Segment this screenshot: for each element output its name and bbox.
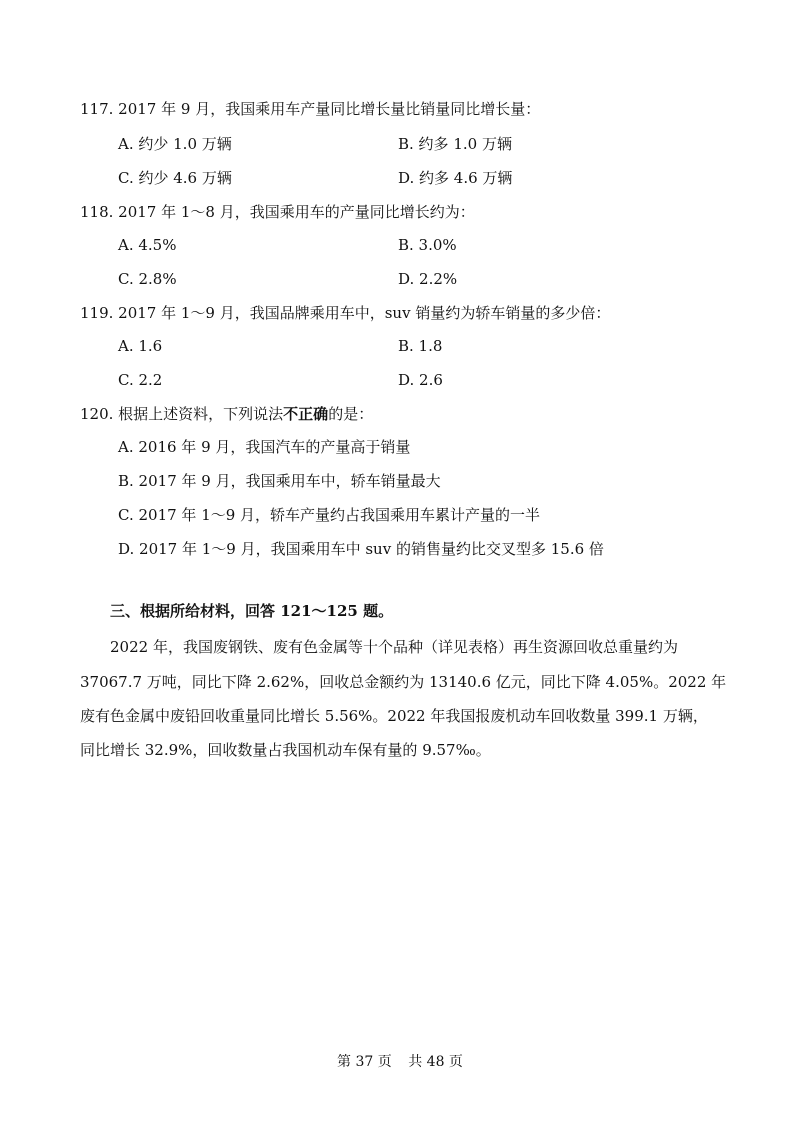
question-119-option-a: A. 1.6: [118, 337, 163, 355]
question-120-option-b: B. 2017 年 9 月，我国乘用车中，轿车销量最大: [118, 472, 441, 490]
question-117-option-b: B. 约多 1.0 万辆: [398, 135, 512, 153]
question-120-stem-prefix: 120. 根据上述资料，下列说法: [80, 405, 284, 423]
question-120-option-a: A. 2016 年 9 月，我国汽车的产量高于销量: [118, 438, 411, 456]
question-118-option-a: A. 4.5%: [118, 236, 177, 254]
material-line-2: 37067.7 万吨，同比下降 2.62%，回收总金额约为 13140.6 亿元，同比下降 4.05%。2022 年: [80, 673, 727, 691]
material-line-3: 废有色金属中废铅回收重量同比增长 5.56%。2022 年我国报废机动车回收数量 399.1 万辆，: [80, 707, 708, 725]
question-118-stem: 118. 2017 年 1～8 月，我国乘用车的产量同比增长约为：: [80, 203, 475, 221]
question-120-option-d: D. 2017 年 1～9 月，我国乘用车中 suv 的销售量约比交叉型多 15.6 倍: [118, 540, 604, 558]
page-footer: [0, 1052, 800, 1072]
material-line-4: 同比增长 32.9%，回收数量占我国机动车保有量的 9.57‰。: [80, 741, 491, 759]
question-117-stem: 117. 2017 年 9 月，我国乘用车产量同比增长量比销量同比增长量：: [80, 100, 541, 118]
page-number: 第 37 页: [337, 1054, 392, 1070]
question-117-option-d: D. 约多 4.6 万辆: [398, 169, 513, 187]
question-119-option-b: B. 1.8: [398, 337, 443, 355]
question-118-option-c: C. 2.8%: [118, 270, 177, 288]
question-120-stem: [80, 403, 373, 425]
question-120-option-c: C. 2017 年 1～9 月，轿车产量约占我国乘用车累计产量的一半: [118, 506, 541, 524]
material-line-1: 2022 年，我国废钢铁、废有色金属等十个品种（详见表格）再生资源回收总重量约为: [110, 638, 678, 656]
page-total: 共 48 页: [408, 1054, 463, 1070]
question-119-stem: 119. 2017 年 1～9 月，我国品牌乘用车中，suv 销量约为轿车销量的多少倍：: [80, 304, 611, 322]
question-120-stem-emphasis: 不正确: [283, 405, 329, 423]
question-118-option-d: D. 2.2%: [398, 270, 458, 288]
question-119-option-c: C. 2.2: [118, 371, 163, 389]
section-3-heading: 三、根据所给材料，回答 121～125 题。: [110, 602, 394, 620]
question-120-stem-suffix: 的是：: [328, 405, 374, 423]
question-117-option-c: C. 约少 4.6 万辆: [118, 169, 232, 187]
question-118-option-b: B. 3.0%: [398, 236, 457, 254]
question-119-option-d: D. 2.6: [398, 371, 443, 389]
question-117-option-a: A. 约少 1.0 万辆: [118, 135, 232, 153]
